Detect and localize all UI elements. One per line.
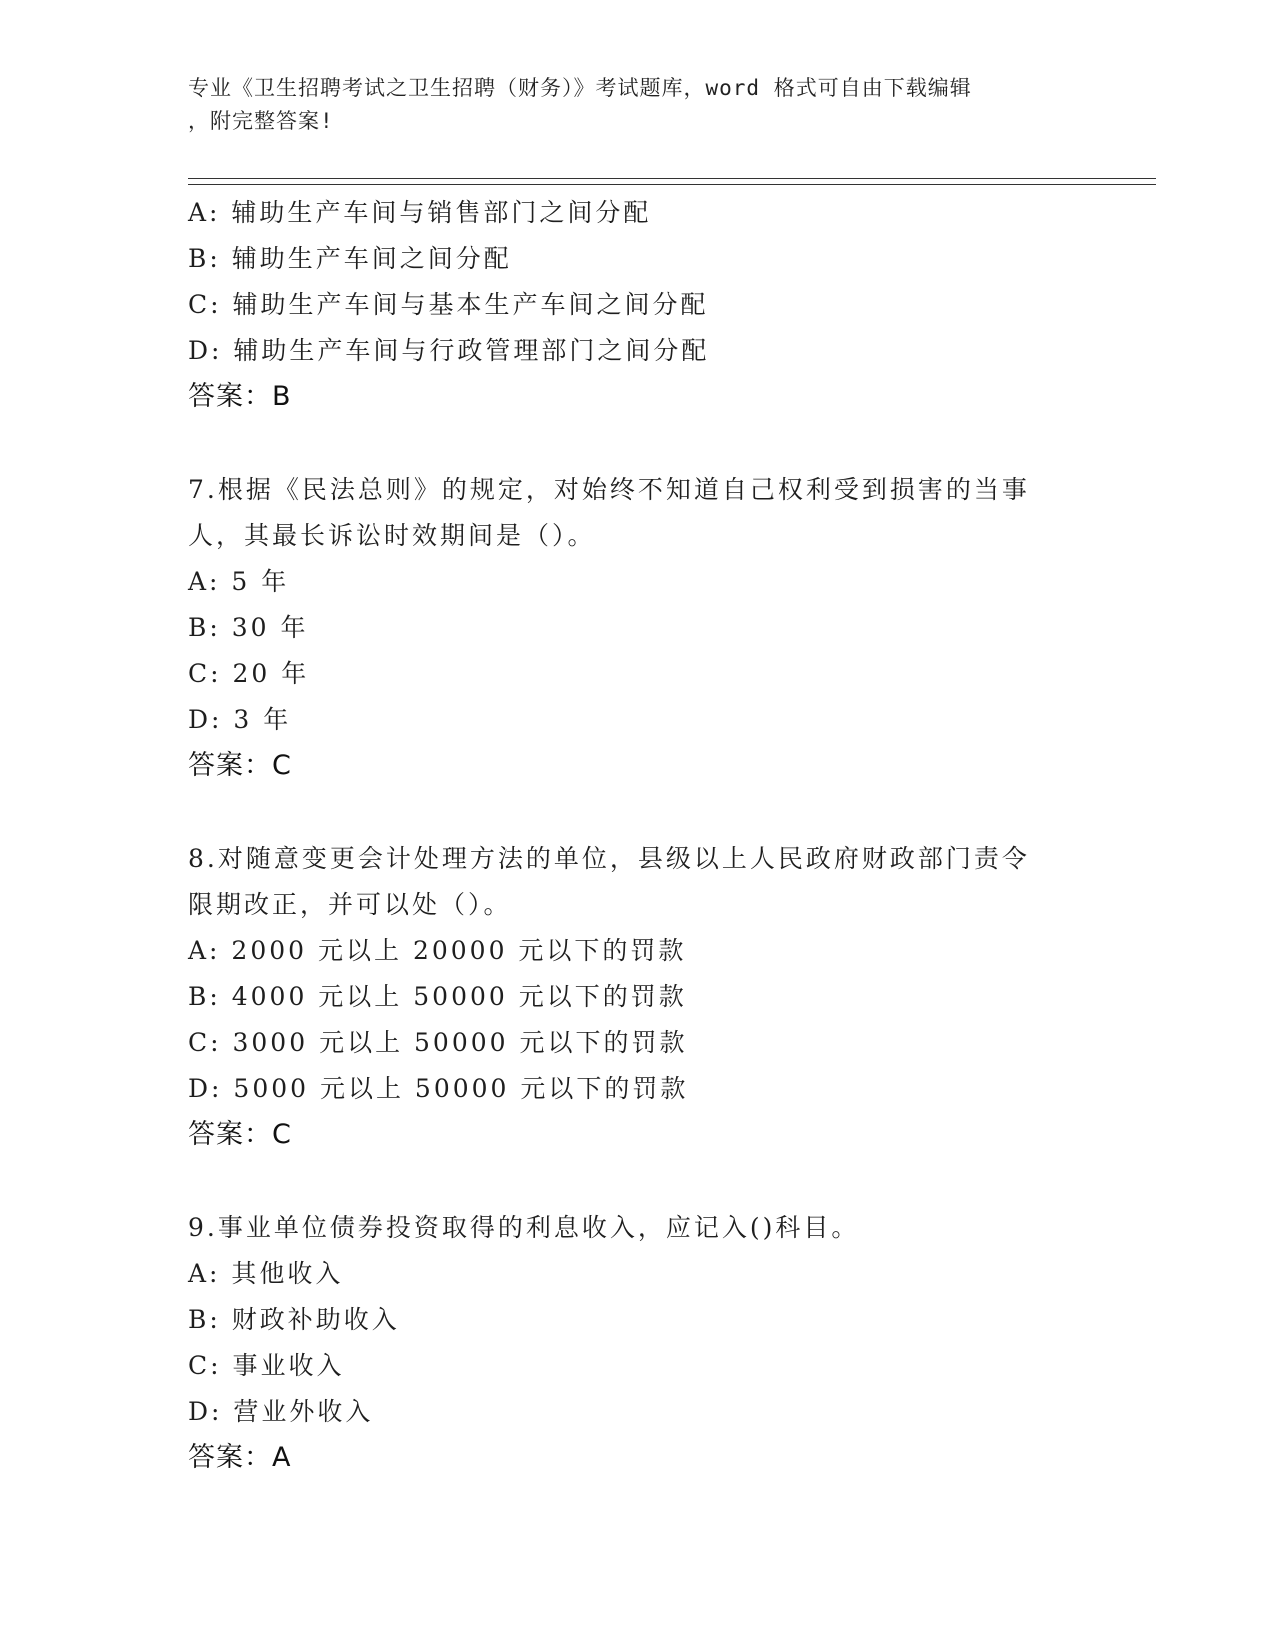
- question-7-text-line-2: 人，其最长诉讼时效期间是（）。: [188, 521, 596, 550]
- question-8: [188, 836, 1088, 1158]
- question-7-text-line-1: 7.根据《民法总则》的规定，对始终不知道自己权利受到损害的当事: [188, 475, 1030, 504]
- question-6-option-d: D: 辅助生产车间与行政管理部门之间分配: [188, 336, 710, 365]
- spacer: [188, 1158, 1088, 1205]
- question-9: [188, 1205, 1088, 1481]
- question-8-text-line-1: 8.对随意变更会计处理方法的单位，县级以上人民政府财政部门责令: [188, 844, 1030, 873]
- question-6-option-c: C: 辅助生产车间与基本生产车间之间分配: [188, 290, 709, 319]
- question-6-option-a: A: 辅助生产车间与销售部门之间分配: [188, 198, 652, 227]
- question-6-answer: 答案：B: [188, 381, 292, 412]
- header-title-line-2: ，附完整答案!: [188, 109, 334, 133]
- question-7-option-a: A: 5 年: [188, 567, 290, 596]
- question-8-option-a: A: 2000 元以上 20000 元以下的罚款: [188, 936, 687, 965]
- question-9-option-a: A: 其他收入: [188, 1259, 344, 1288]
- question-9-text-line-1: 9.事业单位债券投资取得的利息收入，应记入()科目。: [188, 1213, 860, 1242]
- header-divider-bottom: [188, 184, 1156, 185]
- spacer: [188, 789, 1088, 836]
- question-9-option-d: D: 营业外收入: [188, 1397, 374, 1426]
- question-list: [188, 190, 1088, 1481]
- question-7: [188, 467, 1088, 789]
- question-9-option-b: B: 财政补助收入: [188, 1305, 400, 1334]
- question-7-answer: 答案：C: [188, 750, 292, 781]
- question-8-text-line-2: 限期改正，并可以处（）。: [188, 890, 512, 919]
- question-7-option-d: D: 3 年: [188, 705, 292, 734]
- header-title-line-1: 专业《卫生招聘考试之卫生招聘（财务）》考试题库，word 格式可自由下载编辑: [188, 76, 972, 100]
- question-8-answer: 答案：C: [188, 1119, 292, 1150]
- question-9-option-c: C: 事业收入: [188, 1351, 345, 1380]
- header-divider-top: [188, 178, 1156, 179]
- question-6-option-b: B: 辅助生产车间之间分配: [188, 244, 512, 273]
- question-7-option-b: B: 30 年: [188, 613, 309, 642]
- question-8-option-c: C: 3000 元以上 50000 元以下的罚款: [188, 1028, 688, 1057]
- document-header: [188, 72, 1088, 138]
- question-9-answer: 答案：A: [188, 1442, 292, 1473]
- question-8-option-b: B: 4000 元以上 50000 元以下的罚款: [188, 982, 687, 1011]
- spacer: [188, 420, 1088, 467]
- question-6: [188, 190, 1088, 420]
- question-8-option-d: D: 5000 元以上 50000 元以下的罚款: [188, 1074, 689, 1103]
- question-7-option-c: C: 20 年: [188, 659, 310, 688]
